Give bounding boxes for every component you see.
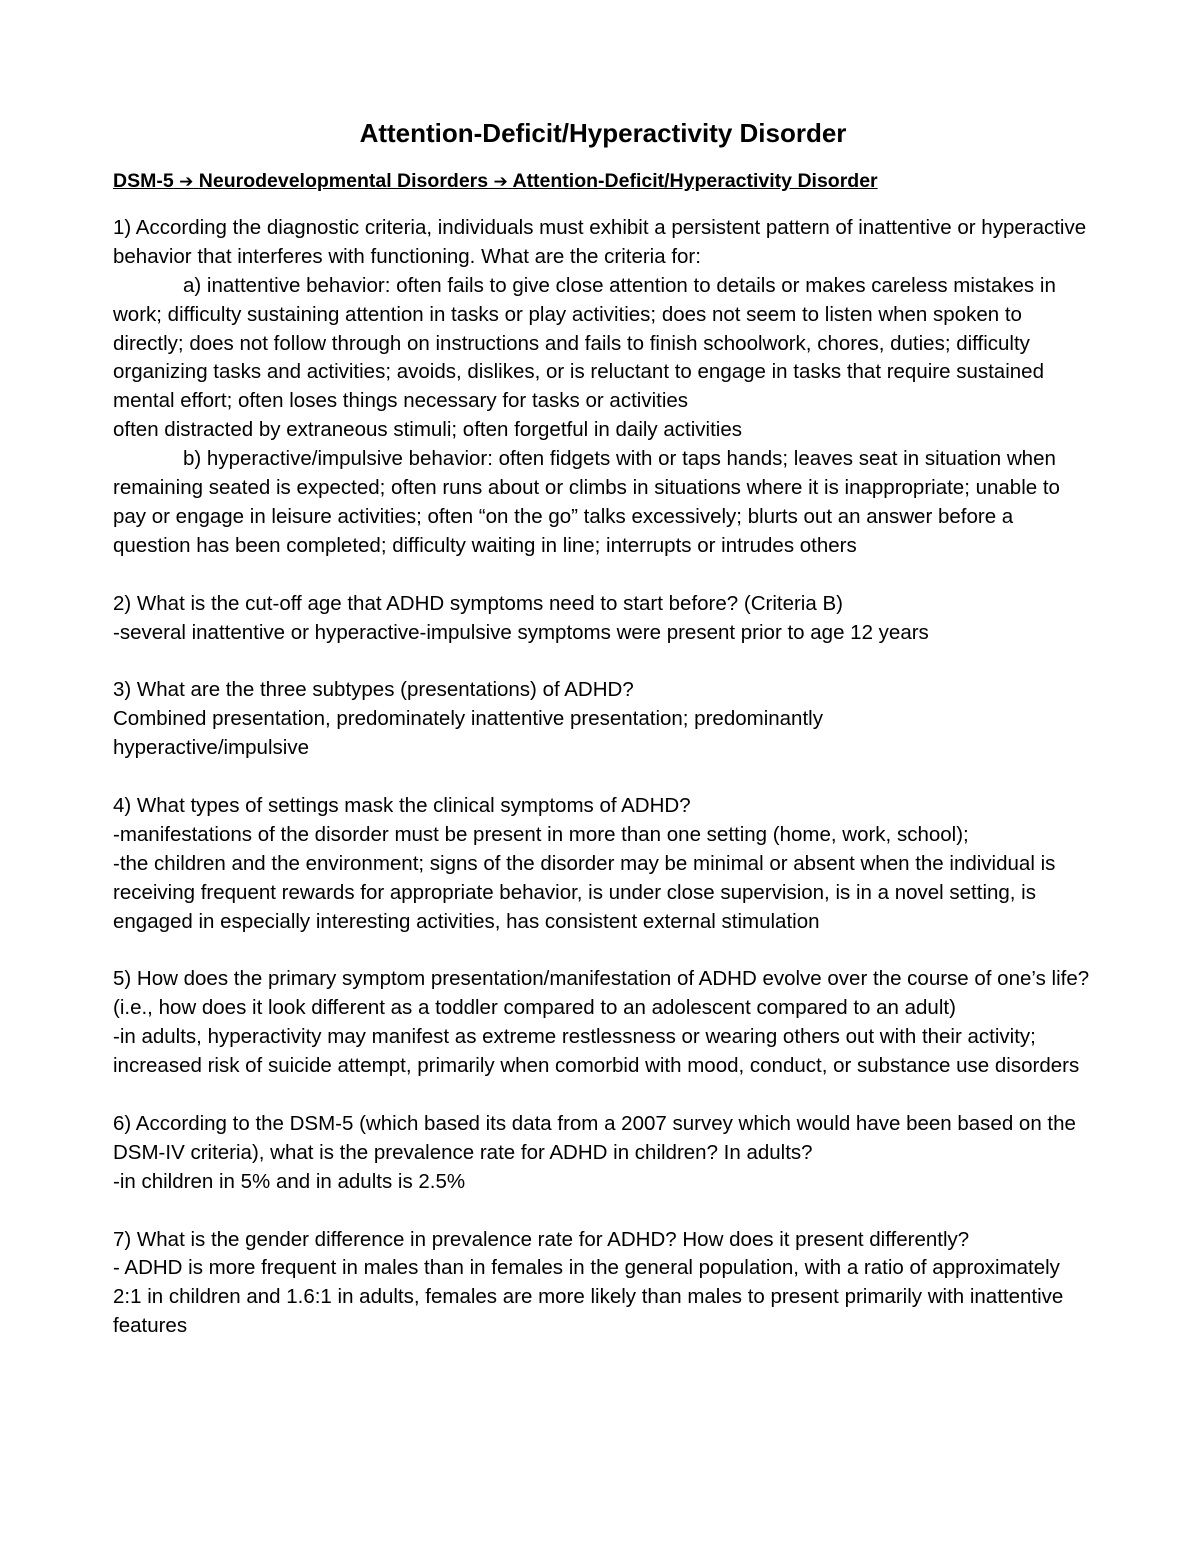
- breadcrumb-neurodevelopmental: Neurodevelopmental Disorders: [198, 170, 489, 192]
- answer-2: -several inattentive or hyperactive-impulsive symptoms were present prior to age 12 years: [113, 620, 929, 644]
- answer-4-part2: -the children and the environment; signs of the disorder may be minimal or absent when the individual is receiving frequent rewards for appropriate behavior, is under close supervision, is in a novel setting, is engaged in especially interesting activities, has consistent external stimulation: [113, 851, 1056, 933]
- question-5-text: 5) How does the primary symptom presentation/manifestation of ADHD evolve over the course of one’s life? (i.e., how does it look different as a toddler compared to an adolescent compared to an adult): [113, 967, 1090, 1020]
- breadcrumb-adhd: Attention-Deficit/Hyperactivity Disorder: [512, 170, 878, 192]
- question-2-text: 2) What is the cut-off age that ADHD symptoms need to start before? (Criteria B): [113, 591, 843, 615]
- question-6-text: 6) According to the DSM-5 (which based its data from a 2007 survey which would have been based on the DSM-IV criteria), what is the prevalence rate for ADHD in children? In adults?: [113, 1111, 1076, 1164]
- criteria-a: [113, 272, 1093, 417]
- question-3: [113, 676, 1093, 763]
- page-title: Attention-Deficit/Hyperactivity Disorder: [359, 118, 847, 148]
- breadcrumb: [113, 167, 1093, 197]
- answer-4-part1: -manifestations of the disorder must be present in more than one setting (home, work, school);: [113, 822, 969, 846]
- question-6: [113, 1110, 1093, 1197]
- document-page: [113, 115, 1093, 1341]
- question-7: [113, 1226, 1093, 1342]
- arrow-right-icon: ➔: [179, 172, 194, 192]
- question-7-text: 7) What is the gender difference in prevalence rate for ADHD? How does it present differently?: [113, 1227, 970, 1251]
- question-5: [113, 965, 1093, 1081]
- criteria-b: [113, 445, 1093, 561]
- criteria-a-head: a) inattentive behavior: often fails to give close attention to details or makes careless mistakes: [183, 273, 1035, 297]
- answer-3-line1: Combined presentation, predominately inattentive presentation; predominantly: [113, 707, 823, 731]
- question-1: [113, 214, 1093, 561]
- question-4-text: 4) What types of settings mask the clinical symptoms of ADHD?: [113, 793, 691, 817]
- criteria-a-body: in work; difficulty sustaining attention in tasks or play activities; does not seem to listen when spoken to directly; does not follow through on instructions and fails to finish schoolwork, chores, duties; difficulty organizing tasks and activities; avoids, dislikes, or is reluctant to engage in tasks that require sustained mental effort; often loses things necessary for tasks or activities: [113, 273, 1056, 413]
- criteria-b-head: b) hyperactive/impulsive behavior: often fidgets with or taps hands; leaves seat in situation: [183, 447, 1002, 471]
- question-1-text: 1) According the diagnostic criteria, individuals must exhibit a persistent pattern of inattentive or hyperactive behavior that interferes with functioning. What are the criteria for:: [113, 215, 1087, 268]
- answer-6: -in children in 5% and in adults is 2.5%: [113, 1169, 466, 1193]
- arrow-right-icon: ➔: [493, 172, 508, 192]
- answer-7: - ADHD is more frequent in males than in females in the general population, with a ratio of approximately 2:1 in children and 1.6:1 in adults, females are more likely than males to present primarily with inattentive features: [113, 1256, 1064, 1338]
- breadcrumb-dsm5: DSM-5: [113, 170, 174, 192]
- answer-3-line2: hyperactive/impulsive: [113, 736, 309, 760]
- answer-5: -in adults, hyperactivity may manifest as extreme restlessness or wearing others out with their activity; increased risk of suicide attempt, primarily when comorbid with mood, conduct, or substance use disorders: [113, 1025, 1080, 1078]
- question-2: [113, 590, 1093, 648]
- criteria-b-body: when remaining seated is expected; often runs about or climbs in situations where it is inappropriate; unable to pay or engage in leisure activities; often “on the go” talks excessively; blurts out an answer before a question has been completed; difficulty waiting in line; interrupts or intrudes others: [113, 447, 1060, 557]
- criteria-a-extra: often distracted by extraneous stimuli; often forgetful in daily activities: [113, 418, 742, 442]
- question-4: [113, 792, 1093, 937]
- question-3-text: 3) What are the three subtypes (presentations) of ADHD?: [113, 678, 634, 702]
